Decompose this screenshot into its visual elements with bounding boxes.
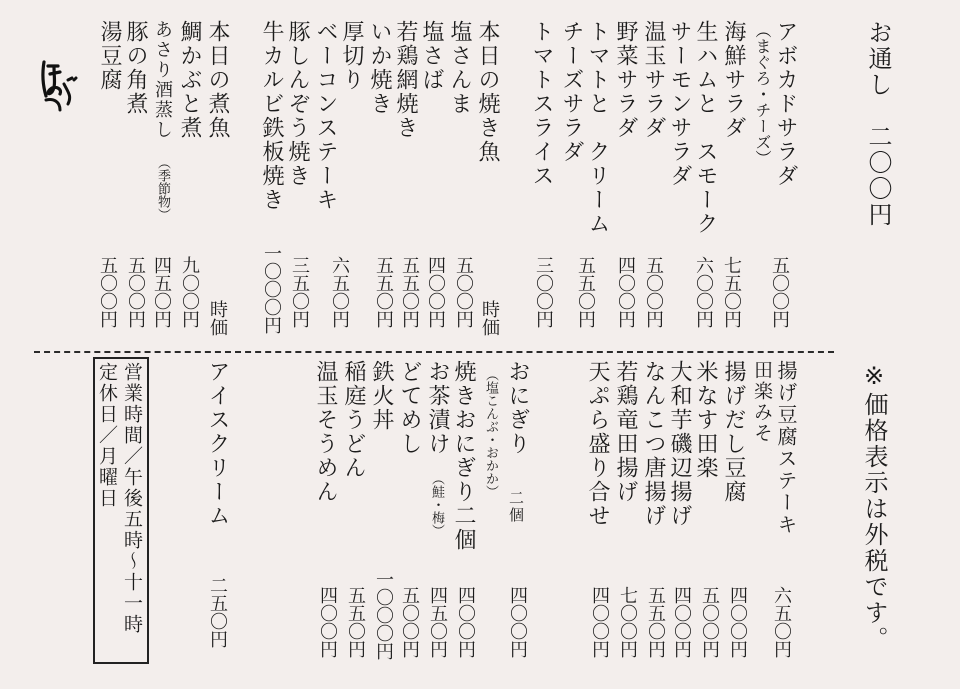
menu-item-price: 五〇〇円 — [399, 586, 420, 658]
menu-item-name: 温玉そうめん — [313, 360, 338, 504]
menu-item-price: 時価 — [479, 300, 500, 336]
menu-item-name: なんこつ唐揚げ — [641, 360, 666, 528]
menu-item-name: 揚げだし豆腐 — [721, 360, 746, 504]
menu-item-price: 四〇〇円 — [455, 586, 476, 658]
menu-item-name: 稲庭うどん — [341, 360, 366, 480]
menu-item-price: 時価 — [207, 300, 228, 336]
menu-item-price: 七〇〇円 — [617, 586, 638, 658]
menu-item-qty: 二個 — [507, 490, 525, 524]
menu-item-price: 五〇〇円 — [97, 256, 118, 328]
menu-item-price: 五五〇円 — [373, 256, 394, 328]
menu-item-price: 七五〇円 — [721, 256, 742, 328]
menu-item-price: 四〇〇円 — [425, 256, 446, 328]
menu-item-price: 四五〇円 — [427, 586, 448, 658]
menu-item-price: 四〇〇円 — [589, 586, 610, 658]
menu-item-name: 海鮮サラダ — [721, 20, 746, 140]
menu-item-name: 豚の角煮 — [123, 20, 148, 116]
tax-note: ※価格表示は外税です。 — [860, 362, 888, 652]
menu-item-price: 三五〇円 — [289, 256, 310, 328]
menu-item-name: 揚げ豆腐ステーキ — [774, 360, 798, 536]
menu-item-price: 四〇〇円 — [615, 256, 636, 328]
menu-item-name: あさり酒蒸し — [152, 20, 173, 140]
menu-item-price: 四〇〇円 — [317, 586, 338, 658]
menu-item-price: 三〇〇円 — [533, 256, 554, 328]
menu-item-name: おにぎり — [505, 360, 530, 456]
menu-item-name: 鯛かぶと煮 — [177, 20, 202, 140]
menu-item-name: 田楽みそ — [751, 360, 773, 444]
menu-item-price: 六五〇円 — [329, 256, 350, 328]
section-divider — [34, 351, 834, 353]
menu-item-note: （季節物） — [155, 156, 170, 221]
menu-item-name: 湯豆腐 — [97, 20, 122, 92]
menu-item-price: 二五〇円 — [207, 576, 228, 648]
menu-item-name: 天ぷら盛り合せ — [585, 360, 610, 528]
menu-item-name: ベーコンステーキ — [313, 20, 338, 212]
menu-item-price: 五〇〇円 — [699, 586, 720, 658]
menu-item-price: 九〇〇円 — [179, 256, 200, 328]
menu-item-name: 焼きおにぎり二個 — [451, 360, 476, 552]
menu-item-name: 本日の煮魚 — [205, 20, 230, 140]
menu-item-name: 本日の焼き魚 — [475, 20, 500, 164]
menu-item-price: 一〇〇〇円 — [373, 570, 394, 660]
shop-logo — [38, 56, 78, 114]
otoshi-text: お通し 二〇〇円 — [864, 20, 892, 228]
menu-item-name: アボカドサラダ — [773, 20, 798, 188]
menu-item-name: 若鶏網焼き — [393, 20, 418, 140]
menu-item-sub: （鮭・梅） — [429, 472, 444, 537]
menu-item-price: 五〇〇円 — [453, 256, 474, 328]
menu-item-name: 牛カルビ鉄板焼き — [259, 20, 284, 212]
menu-item-name: 塩さんま — [447, 20, 472, 116]
closed-day: 定休日／月曜日 — [96, 362, 118, 509]
business-hours: 営業時間／午後五時～十一時 — [121, 362, 143, 635]
menu-item-name: どてめし — [397, 360, 422, 456]
menu-item-sub: （まぐろ・チーズ） — [753, 22, 772, 166]
menu-item-price: 四〇〇円 — [507, 586, 528, 658]
menu-item-price: 六五〇円 — [771, 586, 792, 658]
menu-item-price: 六〇〇円 — [693, 256, 714, 328]
menu-item-price: 五五〇円 — [399, 256, 420, 328]
menu-item-price: 四〇〇円 — [671, 586, 692, 658]
menu-item-name: トマトと クリーム — [585, 20, 610, 236]
menu-item-name: 鉄火丼 — [369, 360, 394, 432]
menu-item-name: 塩さば — [419, 20, 444, 92]
menu-item-price: 五〇〇円 — [643, 256, 664, 328]
menu-item-name: アイスクリーム — [205, 360, 230, 528]
menu-item-name: 温玉サラダ — [641, 20, 666, 140]
menu-item-name: 豚しんぞう焼き — [285, 20, 310, 188]
menu-item-name: いか焼き — [367, 20, 392, 116]
menu-item-name: トマトスライス — [529, 20, 554, 188]
menu-item-name: 野菜サラダ — [613, 20, 638, 140]
menu-item-price: 五五〇円 — [645, 586, 666, 658]
menu-item-price: 五五〇円 — [575, 256, 596, 328]
menu-item-price: 五〇〇円 — [125, 256, 146, 328]
menu-item-price: 四〇〇円 — [727, 586, 748, 658]
menu-item-name: 米なす田楽 — [693, 360, 718, 480]
menu-item-sub: チーズサラダ — [559, 20, 584, 164]
menu-item-name: 生ハムと スモーク — [693, 20, 718, 236]
menu-item-sub: サーモンサラダ — [667, 20, 692, 188]
menu-item-price: 五〇〇円 — [769, 256, 790, 328]
menu-item-price: 一〇〇〇円 — [261, 244, 282, 334]
menu-item-name: 大和芋磯辺揚げ — [667, 360, 692, 528]
menu-item-name: 厚切り — [339, 20, 364, 92]
menu-item-price: 五五〇円 — [345, 586, 366, 658]
menu-item-name: お茶漬け — [425, 360, 450, 456]
menu-item-price: 四五〇円 — [151, 256, 172, 328]
menu-item-sub: （塩こんぶ・おかか） — [483, 368, 498, 498]
menu-item-name: 若鶏竜田揚げ — [613, 360, 638, 504]
